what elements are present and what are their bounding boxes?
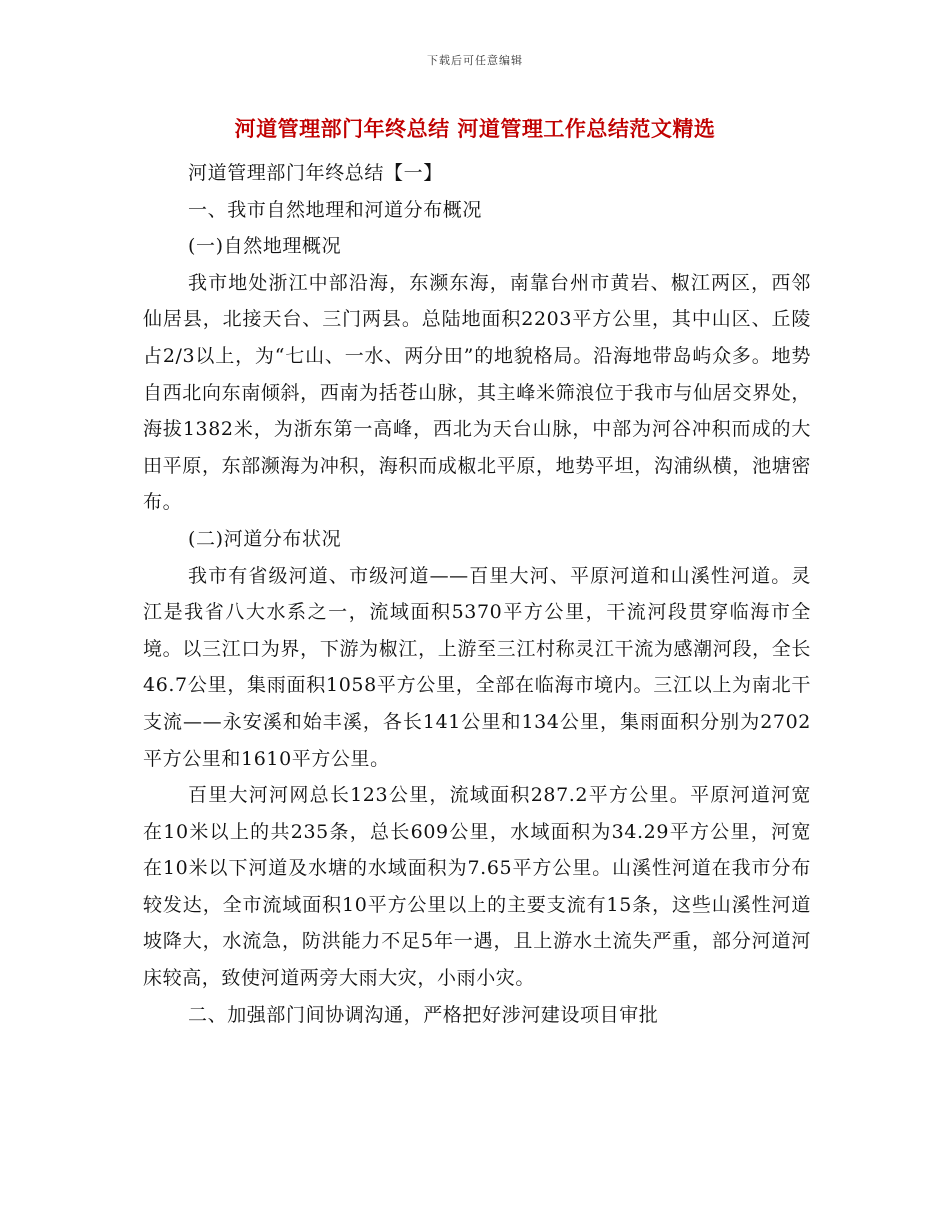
section-heading-overview: 一、我市自然地理和河道分布概况 [188, 198, 483, 221]
paragraph-river-network: 百里大河河网总长123公里，流域面积287.2平方公里。平原河道河宽在10米以上的共235条，总长609公里，水域面积为34.29平方公里，河宽在10米以下河道及水塘的水域面积为7.65平方公里。山溪性河道在我市分布较发达，全市流域面积10平方公里以上的主要支流有15条，这些山溪性河道坡降大，水流急，防洪能力不足5年一遇，且上游水土流失严重，部分河道河床较高，致使河道两旁大雨大灾，小雨小灾。 [143, 784, 811, 990]
section-heading-coordination: 二、加强部门间协调沟通，严格把好涉河建设项目审批 [188, 1003, 659, 1026]
document-title: 河道管理部门年终总结 河道管理工作总结范文精选 [234, 117, 716, 141]
document-body [143, 155, 811, 1033]
page-header-note: 下载后可任意编辑 [427, 54, 523, 67]
paragraph-geography: 我市地处浙江中部沿海，东濒东海，南靠台州市黄岩、椒江两区，西邻仙居县，北接天台、三门两县。总陆地面积2203平方公里，其中山区、丘陵占2/3以上，为“七山、一水、两分田”的地貌格局。沿海地带岛屿众多。地势自西北向东南倾斜，西南为括苍山脉，其主峰米筛浪位于我市与仙居交界处，海拔1382米，为浙东第一高峰，西北为天台山脉，中部为河谷冲积而成的大田平原，东部濒海为冲积，海积而成椒北平原，地势平坦，沟浦纵横，池塘密布。 [143, 271, 811, 514]
paragraph-river-distribution: 我市有省级河道、市级河道——百里大河、平原河道和山溪性河道。灵江是我省八大水系之一，流域面积5370平方公里，干流河段贯穿临海市全境。以三江口为界，下游为椒江，上游至三江村称灵江干流为感潮河段，全长46.7公里，集雨面积1058平方公里，全部在临海市境内。三江以上为南北干支流——永安溪和始丰溪，各长141公里和134公里，集雨面积分别为2702平方公里和1610平方公里。 [143, 564, 811, 770]
section-heading-part-one: 河道管理部门年终总结【一】 [188, 162, 443, 184]
subsection-heading-geography: (一)自然地理概况 [188, 235, 342, 258]
subsection-heading-river-distribution: (二)河道分布状况 [188, 527, 342, 550]
